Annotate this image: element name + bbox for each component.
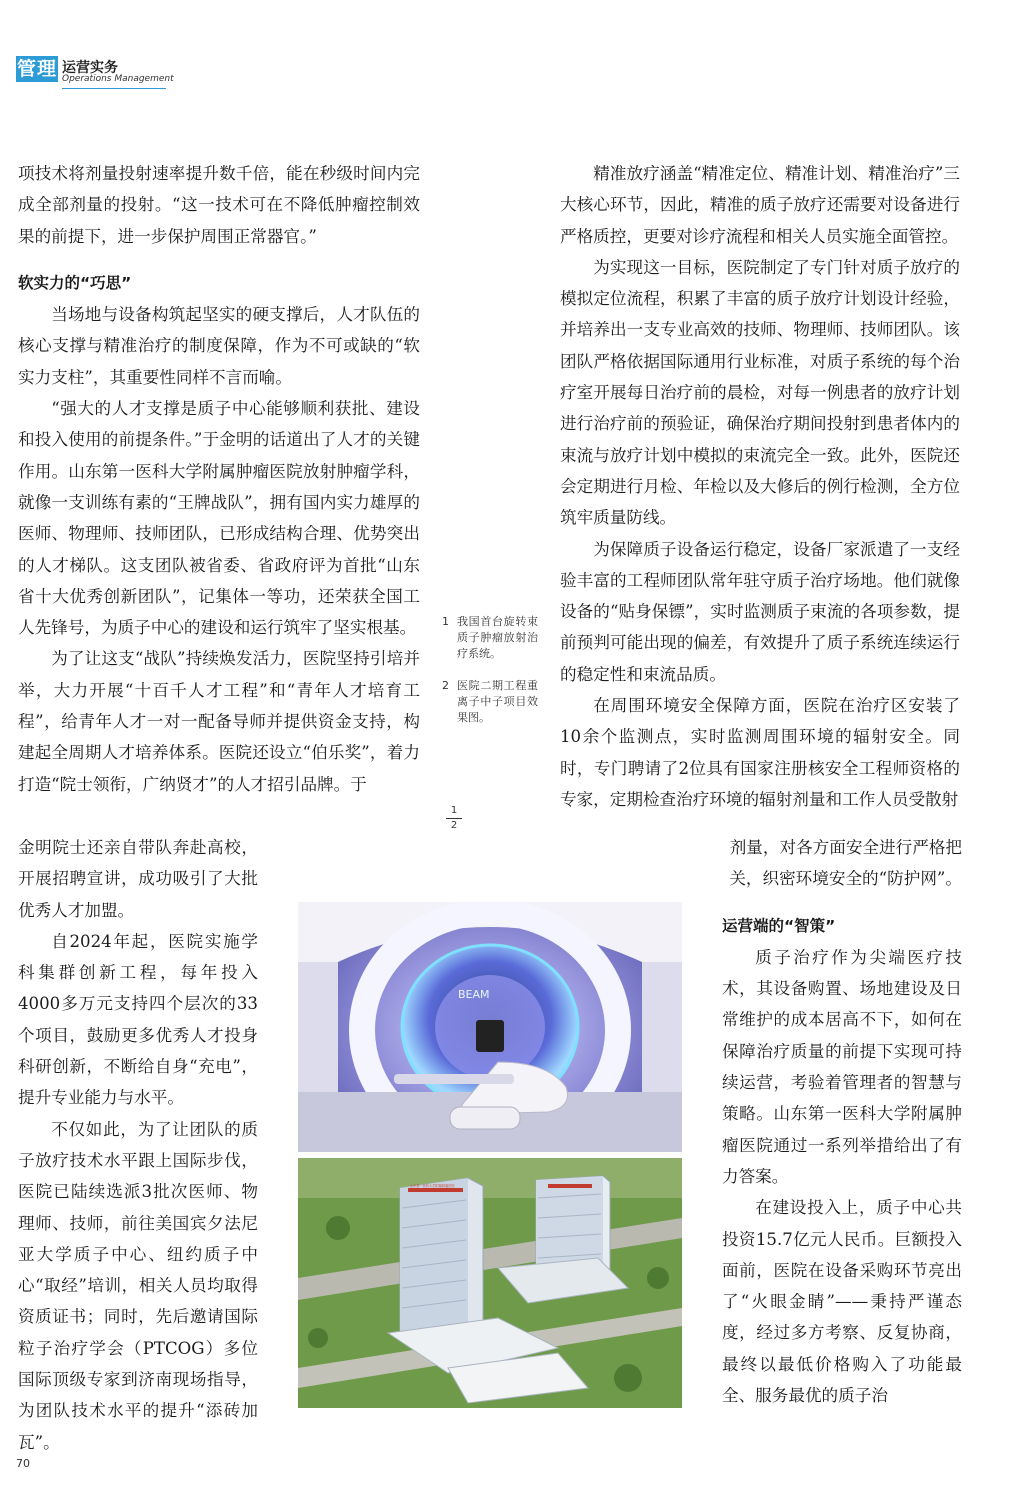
column-title: 运营实务	[62, 60, 118, 76]
paragraph: 不仅如此，为了让团队的质子放疗技术水平跟上国际步伐，医院已陆续选派3批次医师、物理师、技师，前往美国宾夕法尼亚大学质子中心、纽约质子中心“取经”培训，相关人员均取得资质证书；同时，先后邀请国际粒子治疗学会（PTCOG）多位国际顶级专家到济南现场指导，为团队技术水平的提升“添砖加瓦”。	[18, 1119, 258, 1452]
page-number: 70	[16, 1457, 30, 1470]
paragraph: 在周围环境安全保障方面，医院在治疗区安装了10余个监测点，实时监测周围环境的辐射安全。同时，专门聘请了2位具有国家注册核安全工程师资格的专家，定期检查治疗环境的辐射剂量和工作人员受散射	[560, 696, 960, 809]
hospital-rendering-photo	[298, 1158, 682, 1408]
paragraph: 精准放疗涵盖“精准定位、精准计划、精准治疗”三大核心环节，因此，精准的质子放疗还需要对设备进行严格质控，更要对诊疗流程和相关人员实施全面管控。	[560, 164, 960, 246]
left-column-narrow	[18, 832, 258, 1458]
building-sign: 山东第一医科大学附属肿瘤医院	[410, 1184, 455, 1188]
column-subtitle: Operations Management	[62, 74, 174, 84]
image-index-fraction	[446, 805, 462, 832]
paragraph: 为保障质子设备运行稳定，设备厂家派遣了一支经验丰富的工程师团队常年驻守质子治疗场地。他们就像设备的“贴身保镖”，实时监测质子束流的各项参数，提前预判可能出现的偏差，有效提升了质子系统连续运行的稳定性和束流品质。	[560, 539, 960, 684]
proton-gantry-photo	[298, 902, 682, 1152]
fraction-top: 1	[450, 805, 458, 816]
section-heading: 软实力的“巧思”	[18, 273, 132, 292]
caption-number: 2	[442, 679, 449, 692]
paragraph: 剂量，对各方面安全进行严格把关，织密环境安全的“防护网”。	[729, 838, 962, 889]
paragraph: 当场地与设备构筑起坚实的硬支撑后，人才队伍的核心支撑与精准治疗的制度保障，作为不可或缺的“软实力支柱”，其重要性同样不言而喻。	[18, 305, 420, 387]
machine-label: BEAM	[458, 988, 490, 1001]
paragraph: 自2024年起，医院实施学科集群创新工程，每年投入4000多万元支持四个层次的33个项目，鼓励更多优秀人才投身科研创新，不断给自身“充电”，提升专业能力与水平。	[18, 931, 258, 1108]
header-rule	[62, 88, 166, 89]
caption-text: 我国首台旋转束质子肿瘤放射治疗系统。	[457, 615, 538, 660]
caption-1	[442, 614, 538, 662]
caption-number: 1	[442, 615, 449, 628]
image-captions	[442, 614, 538, 742]
right-column-narrow	[722, 832, 962, 1411]
section-badge: 管理	[16, 58, 57, 80]
paragraph: 为了让这支“战队”持续焕发活力，医院坚持引培并举，大力开展“十百千人才工程”和“青年人才培育工程”，给青年人才一对一配备导师并提供资金支持，构建起全周期人才培养体系。医院还设立“伯乐奖”，着力打造“院士领衔，广纳贤才”的人才招引品牌。于	[18, 649, 420, 794]
left-column	[18, 158, 420, 800]
paragraph: 为实现这一目标，医院制定了专门针对质子放疗的模拟定位流程，积累了丰富的质子放疗计划设计经验，并培养出一支专业高效的技师、物理师、技师团队。该团队严格依据国际通用行业标准，对质子系统的每个治疗室开展每日治疗前的晨检，对每一例患者的放疗计划进行治疗前的预验证，确保治疗期间投射到患者体内的束流与放疗计划中模拟的束流完全一致。此外，医院还会定期进行月检、年检以及大修后的例行检测，全方位筑牢质量防线。	[560, 257, 960, 528]
paragraph: “强大的人才支撑是质子中心能够顺利获批、建设和投入使用的前提条件。”于金明的话道出了人才的关键作用。山东第一医科大学附属肿瘤医院放射肿瘤学科，就像一支训练有素的“王牌战队”，拥有国内实力雄厚的医师、物理师、技师团队，已形成结构合理、优势突出的人才梯队。这支团队被省委、省政府评为首批“山东省十大优秀创新团队”，记集体一等功，还荣获全国工人先锋号，为质子中心的建设和运行筑牢了坚实根基。	[18, 399, 420, 638]
right-column	[560, 158, 960, 815]
paragraph: 在建设投入上，质子中心共投资15.7亿元人民币。巨额投入面前，医院在设备采购环节亮出了“火眼金睛”——秉持严谨态度，经过多方考察、反复协商，最终以最低价格购入了功能最全、服务最优的质子治	[722, 1198, 962, 1406]
caption-2	[442, 678, 538, 726]
proton-gantry-illustration	[298, 902, 682, 1152]
paragraph: 质子治疗作为尖端医疗技术，其设备购置、场地建设及日常维护的成本居高不下，如何在保障治疗质量的前提下实现可持续运营，考验着管理者的智慧与策略。山东第一医科大学附属肿瘤医院通过一系列举措给出了有力答案。	[722, 947, 962, 1186]
paragraph: 金明院士还亲自带队奔赴高校，开展招聘宣讲，成功吸引了大批优秀人才加盟。	[18, 838, 258, 920]
caption-text: 医院二期工程重离子中子项目效果图。	[457, 679, 538, 724]
fraction-bottom: 2	[450, 820, 458, 831]
section-heading: 运营端的“智策”	[722, 916, 836, 935]
paragraph: 项技术将剂量投射速率提升数千倍，能在秒级时间内完成全部剂量的投射。“这一技术可在不降低肿瘤控制效果的前提下，进一步保护周围正常器官。”	[18, 164, 420, 246]
hospital-aerial-illustration	[298, 1158, 682, 1408]
fraction-line	[446, 818, 462, 819]
